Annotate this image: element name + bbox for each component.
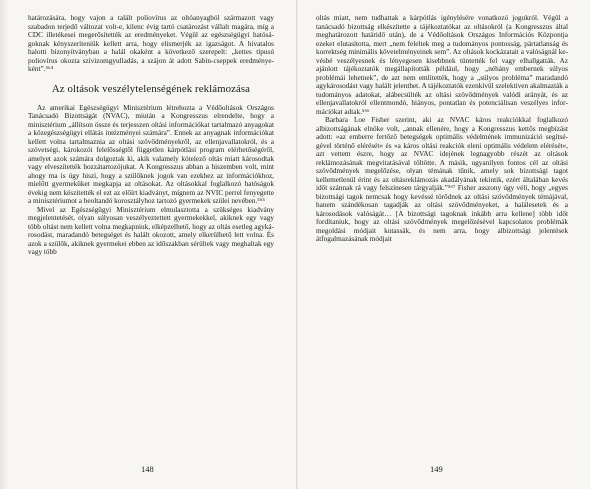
right-page xyxy=(316,14,568,454)
left-paragraph-2: Mivel az Egészségügyi Minisztérium elmulasztotta a szükséges kiadvány megjelentetését, olyan súlyosan veszélyeztettett gyermekekkel, akiknek egy vagy több oltást nem kellett volna megkapniuk, elképzelhető, hogy az oltás esetleg agykárosodást, maradandó betegséget és halált okozott, amely elkerülhető lett volna. És azok a szülők, akiknek gyermekei ebben az időszakban sérültek vagy meghaltak egy vagy több xyxy=(28,205,274,256)
left-page-number: 148 xyxy=(141,464,154,474)
right-page-number: 149 xyxy=(430,464,443,474)
section-heading: Az oltások veszélytelenségének reklámozása xyxy=(51,82,251,95)
right-paragraph-1: Barbara Loe Fisher szerint, aki az NVAC káros reakciókkal foglalkozó albizottságának elnöke volt, „annak ellenére, hogy a Kongresszus kettős megbízást adott: »az emberre fertőző betegségek optimális védelmének immunizáció segítségével történő elérését« és »a káros oltási reakciók eleni optimális védelem elérését«, azt vettem észre, hogy az NVAC idejének legnagyobb részét az oltások reklámozásának megvitatásával töltötte. A másik, ugyanilyen fontos cél az oltási szövődmények megelőzése, olyan témának tűnik, amely sok bizottsági tagot kellemetlenül érint és az oltásreklámozás akadályának tekintik, ezért általában kevés időt szánnak rá vagy felszínesen tárgyalják.”⁵⁶⁷ Fisher asszony úgy véli, hogy „egyes bizottsági tagok nemcsak hogy kevéssé törődnek az oltási szövődmények témájával, hanem szándékosan tagadják az oltási szövődményeket, a halálesetek és a károsodások valóságát… [A bizottsági tagoknak inkább arra kellene] több időt fordítaniuk, hogy az oltási szövődmények megelőzésével kapcsolatos problémák megoldási módjait kutassák, és nem arra, hogy albizottsági jelentések átfogalmazásának módjait xyxy=(316,116,568,243)
page-edge-shadow xyxy=(0,0,8,489)
right-paragraph-continuation: oltás miatt, nem tudhattak a kárpótlás igénylésére vonatkozó jogukról. Végül a tanácsadó bizottság elkészítette a tájékoztatókat az oltásokról (a Kongresszus által meghatározott határidő után), de a Védőoltások Országos Információs Központja ezeket elutasította, mert „nem feleltek meg a tudományos pontosság, pártatlanság és korrektség minimális követelményeinek sem”. Az oltások kockázatait a valóságnál kevésbé veszélyesnek és lényegesen kisebbnek tüntették fel vagy elhallgatták. Az ajánlott tájékoztatók megállapították például, hogy „néhány embernek súlyos problémái lehetnek”, de azt nem említették, hogy a „súlyos probléma” maradandó agykárosodást vagy halált jelenthet. A tájékoztatók ezenkívül szelektíven akalmazták a tudományos adatokat, alábecsülték az oltási szövődmények valódi arányát, és az ellenjavallatokról ellentmondó, hiányos, pontatlan és potenciálisan veszélyes információkat adtak.⁵⁶⁶ xyxy=(316,14,568,116)
left-paragraph-1: Az amerikai Egészségügyi Minisztérium létrehozta a Védőoltások Országos Tanácsadó Bizottságát (NVAC), miután a Kongresszus elrendelte, hogy a minisztérium „állítson össze és terjesszen oltási információkat tartalmazó anyagokat a közegészségügyi ellátás intézményei számára”. Ennek az anyagnak információkat kellett volna tartalmaznia az oltási szövődményekről, az ellenjavallatokról, és a szövetségi, károkozói felelősségtől független kárpótlási program elérhetőségéről, amelyet azok számára dolgoztak ki, akik valamely kötelező oltás miatt károsodtak vagy elveszítették hozzátartozójukat. A Kongresszus abban a hiszemben volt, mint ahogy ma is úgy hiszi, hogy a szülőknek jogok van ezekhez az információkhoz, mielőtt gyermeküket megkapja az oltásokat. Az oltásokkal foglalkozó hatóságok évekig nem készítették el ezt az előírt kiadványt, mígnem az NVIC perrel fenyegette a minisztériumot a beoltandó korosztályhoz tartozó gyermekek szülei nevében.⁵⁶⁵ xyxy=(28,103,274,205)
page-gutter xyxy=(296,0,298,489)
left-paragraph-continuation: határozására, hogy vajon a talált poliovírus az oltóanyagból származott vagy szabadon terjedő változat volt-e, kilenc évig tartó csatározást vállalt magára, míg a CDC illetékesei megerősítették az eredményeket. Végül az egészségügyi hatóságoknak kényszeríteniük kellett arra, hogy elismerjék az igazságot. A hivatalos halotti bizonyítványban a halál okaként a következő szerepelt: „kettes típusú poliovírus okozta szívizomgyulladás, a szájon át adott Sabin-cseppek eredményeként”.⁵⁶⁴ xyxy=(28,14,274,73)
left-page xyxy=(28,14,274,454)
